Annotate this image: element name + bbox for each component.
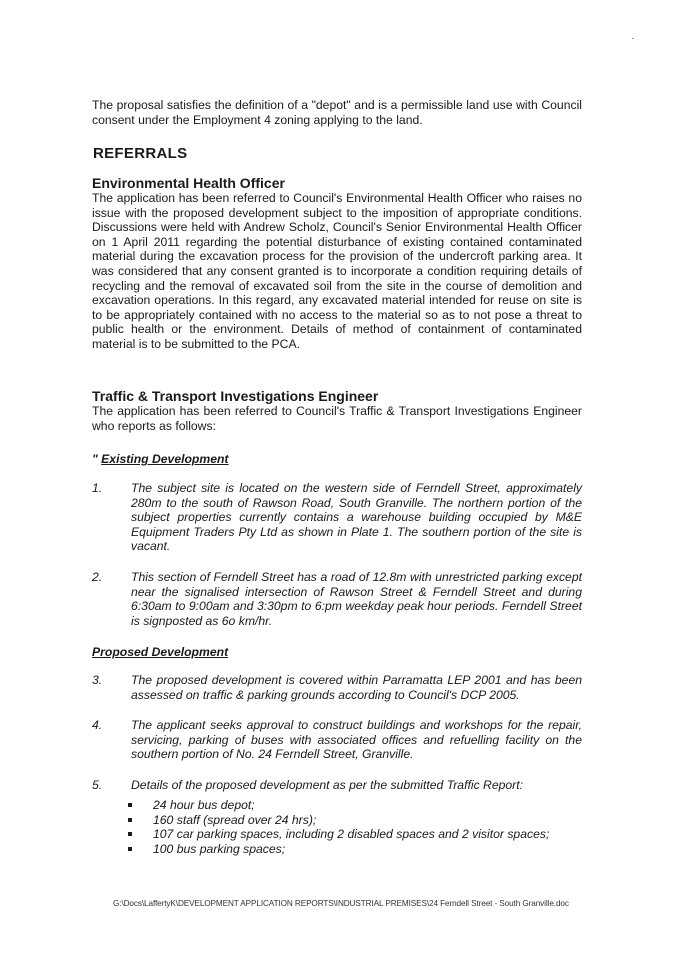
- bullet-item: 107 car parking spaces, including 2 disabled spaces and 2 visitor spaces;: [128, 827, 588, 842]
- existing-heading-row: [92, 450, 582, 468]
- proposed-heading: Proposed Development: [92, 645, 229, 659]
- referrals-heading: REFERRALS: [93, 145, 188, 162]
- scan-mark: [632, 38, 634, 39]
- bullet-item: 160 staff (spread over 24 hrs);: [128, 813, 588, 828]
- bullet-square-icon: [128, 818, 132, 822]
- bullet-list: [128, 798, 588, 856]
- bullet-square-icon: [128, 832, 132, 836]
- item-text: The subject site is located on the western side of Ferndell Street, approximately 280m to the south of Rawson Road, South Granville. The northern portion of the subject properties currently contains a warehouse building occupied by M&E Equipment Traders Pty Ltd as shown in Plate 1. The southern portion of the site is vacant.: [131, 481, 582, 554]
- item-text: The proposed development is covered within Parramatta LEP 2001 and has been assessed on traffic & parking grounds according to Council's DCP 2005.: [131, 673, 582, 702]
- bullet-square-icon: [128, 847, 132, 851]
- item-text: This section of Ferndell Street has a road of 12.8m with unrestricted parking except near the signalised intersection of Rawson Street & Ferndell Street and during 6:30am to 9:00am and 3:30pm to 6:pm weekday peak hour periods. Ferndell Street is signposted as 6o km/hr.: [131, 570, 582, 628]
- item-text: The applicant seeks approval to construct buildings and workshops for the repair, servicing, parking of buses with associated offices and refuelling facility on the southern portion of No. 24 Ferndell Street, Granville.: [131, 718, 582, 762]
- item-number: 3.: [92, 673, 103, 687]
- eho-body: The application has been referred to Council's Environmental Health Officer who raises no issue with the proposed development subject to the imposition of appropriate conditions. Discussions were held with Andrew Scholz, Council's Senior Environmental Health Officer on 1 April 2011 regarding the potential disturbance of existing contained contaminated material during the excavation process for the provision of the undercroft parking area. It was considered that any consent granted is to incorporate a condition requiring details of recycling and the removal of excavated soil from the site in the course of demolition and excavation operations. In this regard, any excavated material intended for reuse on site is to be appropriately contained with no access to the material so as to not pose a threat to public health or the environment. Details of method of containment of contaminated material is to be submitted to the PCA.: [92, 191, 582, 351]
- eho-section: [92, 175, 582, 352]
- file-path-footer: G:\Docs\LaffertyK\DEVELOPMENT APPLICATION REPORTS\INDUSTRIAL PREMISES\24 Ferndell Street - South Granville.doc: [113, 899, 569, 908]
- bullet-square-icon: [128, 803, 132, 807]
- traffic-body: The application has been referred to Council's Traffic & Transport Investigations Engineer who reports as follows:: [92, 404, 582, 433]
- proposed-heading-row: [92, 643, 582, 661]
- intro-paragraph: The proposal satisfies the definition of a "depot" and is a permissible land use with Council consent under the Employment 4 zoning applying to the land.: [92, 98, 582, 127]
- open-quote: ": [92, 452, 102, 466]
- bullet-item: 24 hour bus depot;: [128, 798, 588, 813]
- eho-heading: Environmental Health Officer: [92, 175, 285, 191]
- existing-heading: Existing Development: [101, 452, 229, 466]
- item-number: 1.: [92, 481, 103, 495]
- item-number: 5.: [92, 778, 103, 792]
- item-text: Details of the proposed development as per the submitted Traffic Report:: [131, 778, 524, 792]
- bullet-item: 100 bus parking spaces;: [128, 842, 588, 857]
- item-number: 4.: [92, 718, 103, 732]
- traffic-heading: Traffic & Transport Investigations Engineer: [92, 388, 379, 404]
- traffic-section: [92, 388, 582, 433]
- item-number: 2.: [92, 570, 103, 584]
